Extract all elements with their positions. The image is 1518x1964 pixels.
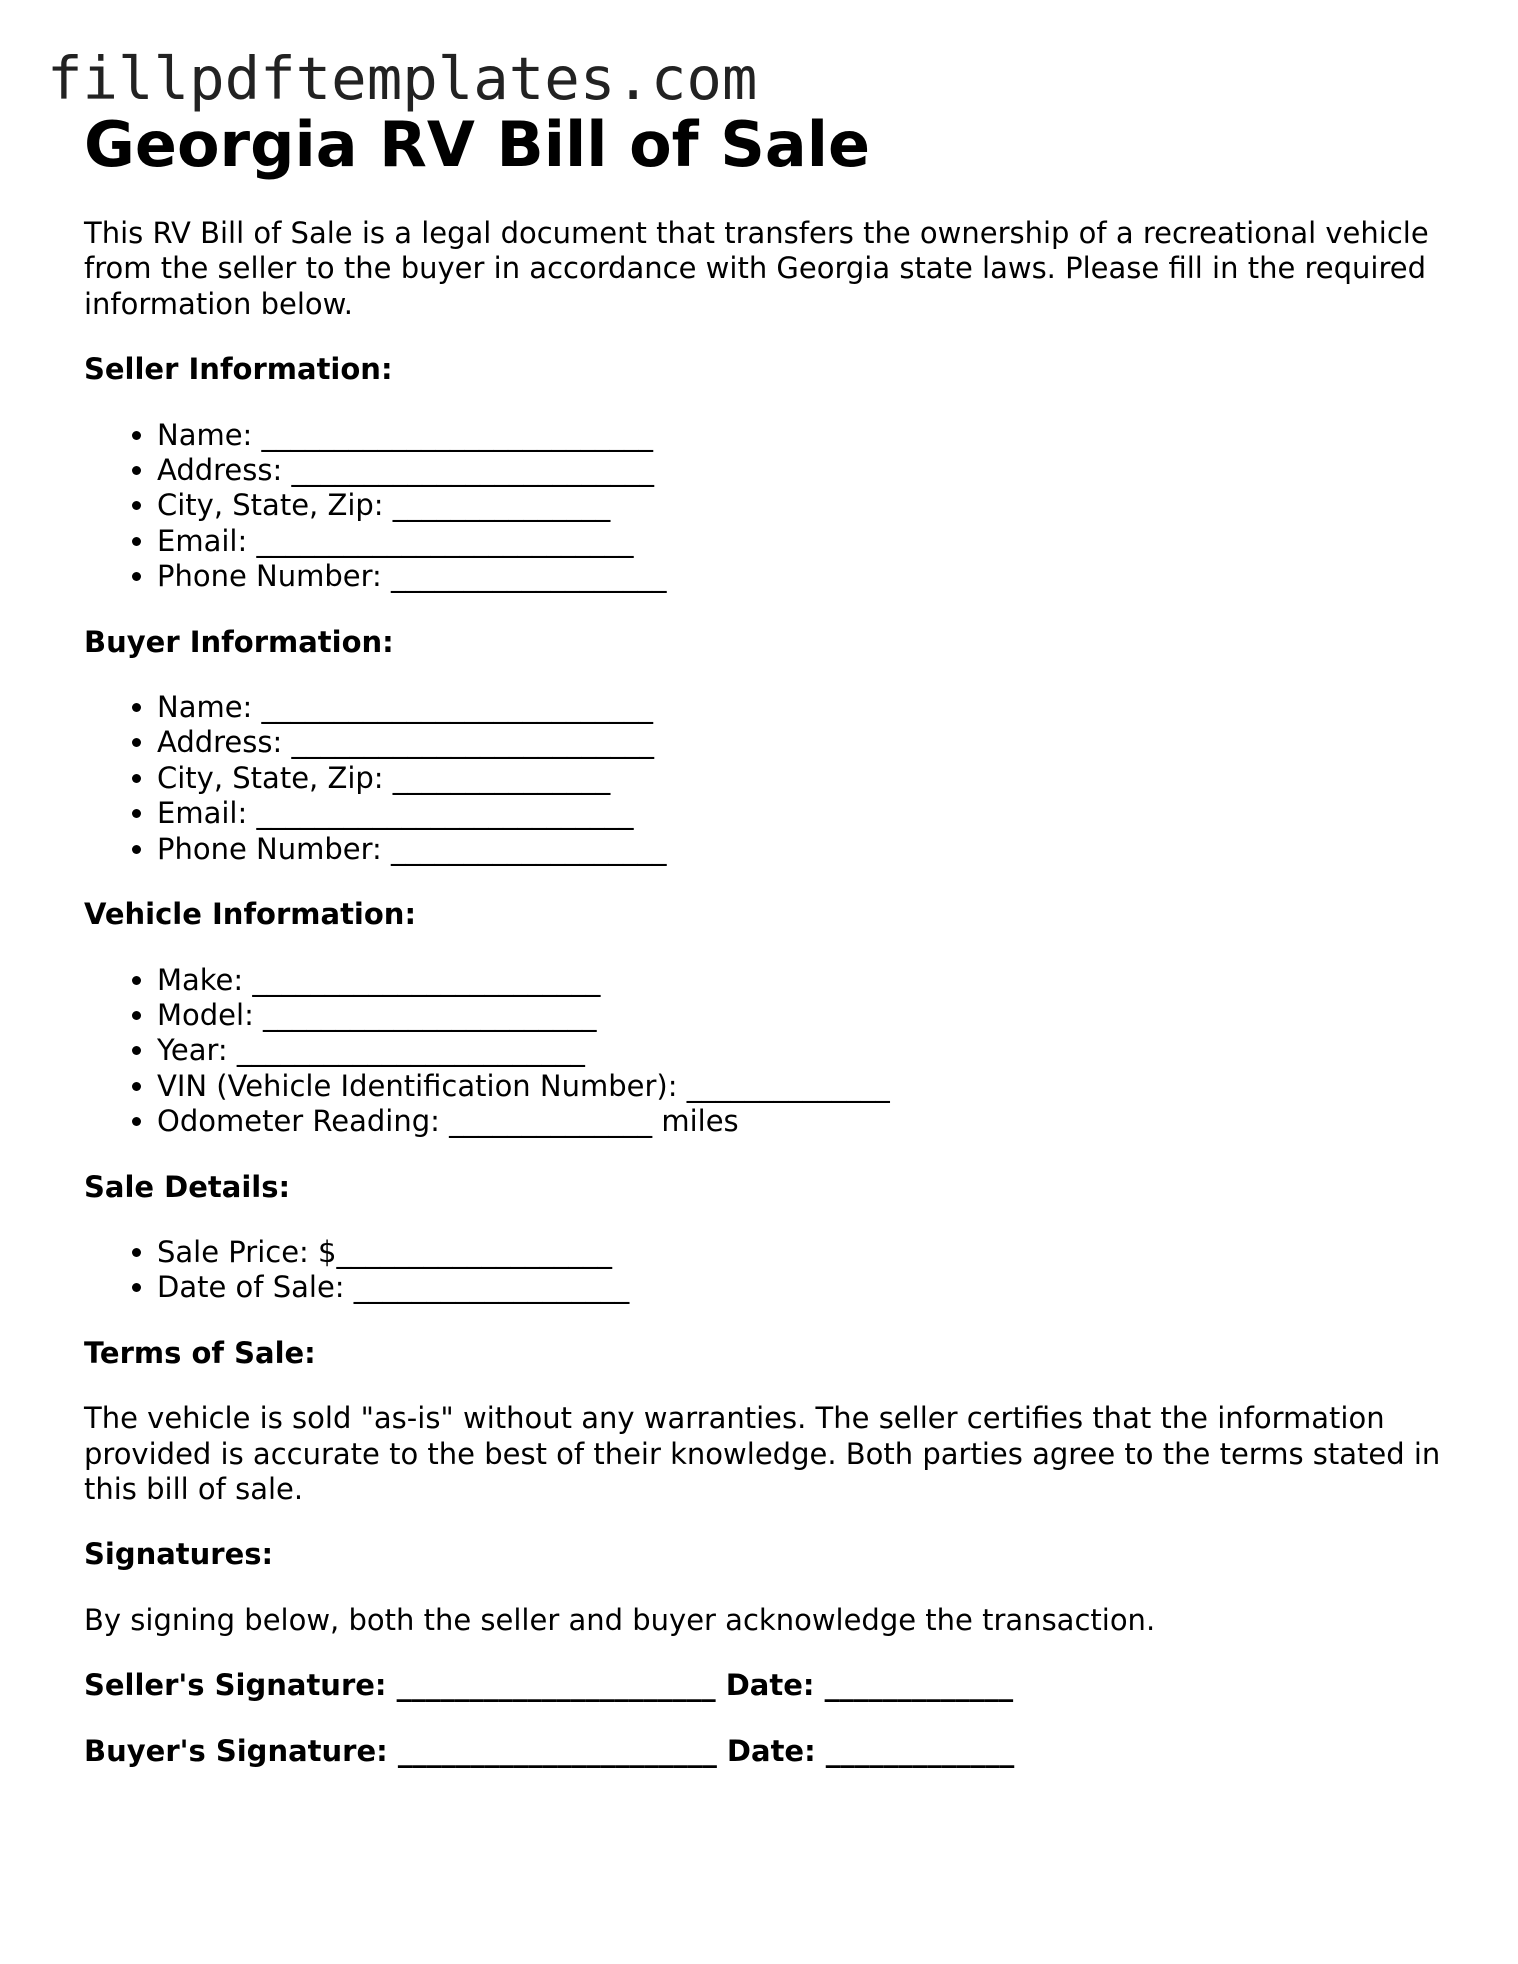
signatures-heading: Signatures: <box>84 1537 274 1572</box>
seller-phone-field[interactable]: • Phone Number: ___________________ <box>157 559 1444 594</box>
buyer-email-field[interactable]: • Email: __________________________ <box>157 796 1444 831</box>
vehicle-odometer-field[interactable]: • Odometer Reading: ______________ miles <box>157 1104 1444 1139</box>
vehicle-year-field[interactable]: • Year: ________________________ <box>157 1033 1444 1068</box>
intro-paragraph: This RV Bill of Sale is a legal document that transfers the ownership of a recreational vehicle from the seller to the buyer in accordance with Georgia state laws. Please fill in the required information below. <box>84 216 1429 321</box>
sale-date-field[interactable]: • Date of Sale: ___________________ <box>157 1270 1444 1305</box>
seller-signature-line[interactable]: Seller's Signature: ______________________ Date: _____________ <box>84 1668 1014 1703</box>
signatures-paragraph: By signing below, both the seller and buyer acknowledge the transaction. <box>84 1602 1156 1637</box>
buyer-address-field[interactable]: • Address: _________________________ <box>157 725 1444 760</box>
buyer-fields <box>84 690 1444 867</box>
seller-name-field[interactable]: • Name: ___________________________ <box>157 418 1444 453</box>
document-body <box>84 108 1444 1799</box>
sale-fields <box>84 1235 1444 1306</box>
vehicle-model-field[interactable]: • Model: _______________________ <box>157 998 1444 1033</box>
vehicle-make-field[interactable]: • Make: ________________________ <box>157 963 1444 998</box>
vehicle-vin-field[interactable]: • VIN (Vehicle Identification Number): ______________ <box>157 1069 1444 1104</box>
seller-city-state-zip-field[interactable]: • City, State, Zip: _______________ <box>157 488 1444 523</box>
site-watermark: fillpdftemplates.com <box>47 44 758 113</box>
terms-heading: Terms of Sale: <box>84 1335 316 1370</box>
buyer-city-state-zip-field[interactable]: • City, State, Zip: _______________ <box>157 761 1444 796</box>
sale-heading: Sale Details: <box>84 1169 291 1204</box>
seller-fields <box>84 418 1444 595</box>
sale-price-field[interactable]: • Sale Price: $___________________ <box>157 1235 1444 1270</box>
seller-heading: Seller Information: <box>84 352 393 387</box>
vehicle-fields <box>84 963 1444 1140</box>
terms-paragraph: The vehicle is sold "as-is" without any warranties. The seller certifies that the information provided is accurate to the best of their knowledge. Both parties agree to the terms stated in this bill of sale. <box>84 1401 1441 1506</box>
vehicle-heading: Vehicle Information: <box>84 897 417 932</box>
document-title: Georgia RV Bill of Sale <box>84 108 871 181</box>
seller-email-field[interactable]: • Email: __________________________ <box>157 524 1444 559</box>
buyer-heading: Buyer Information: <box>84 624 394 659</box>
buyer-name-field[interactable]: • Name: ___________________________ <box>157 690 1444 725</box>
seller-address-field[interactable]: • Address: _________________________ <box>157 453 1444 488</box>
buyer-signature-line[interactable]: Buyer's Signature: ______________________ Date: _____________ <box>84 1733 1015 1768</box>
buyer-phone-field[interactable]: • Phone Number: ___________________ <box>157 832 1444 867</box>
